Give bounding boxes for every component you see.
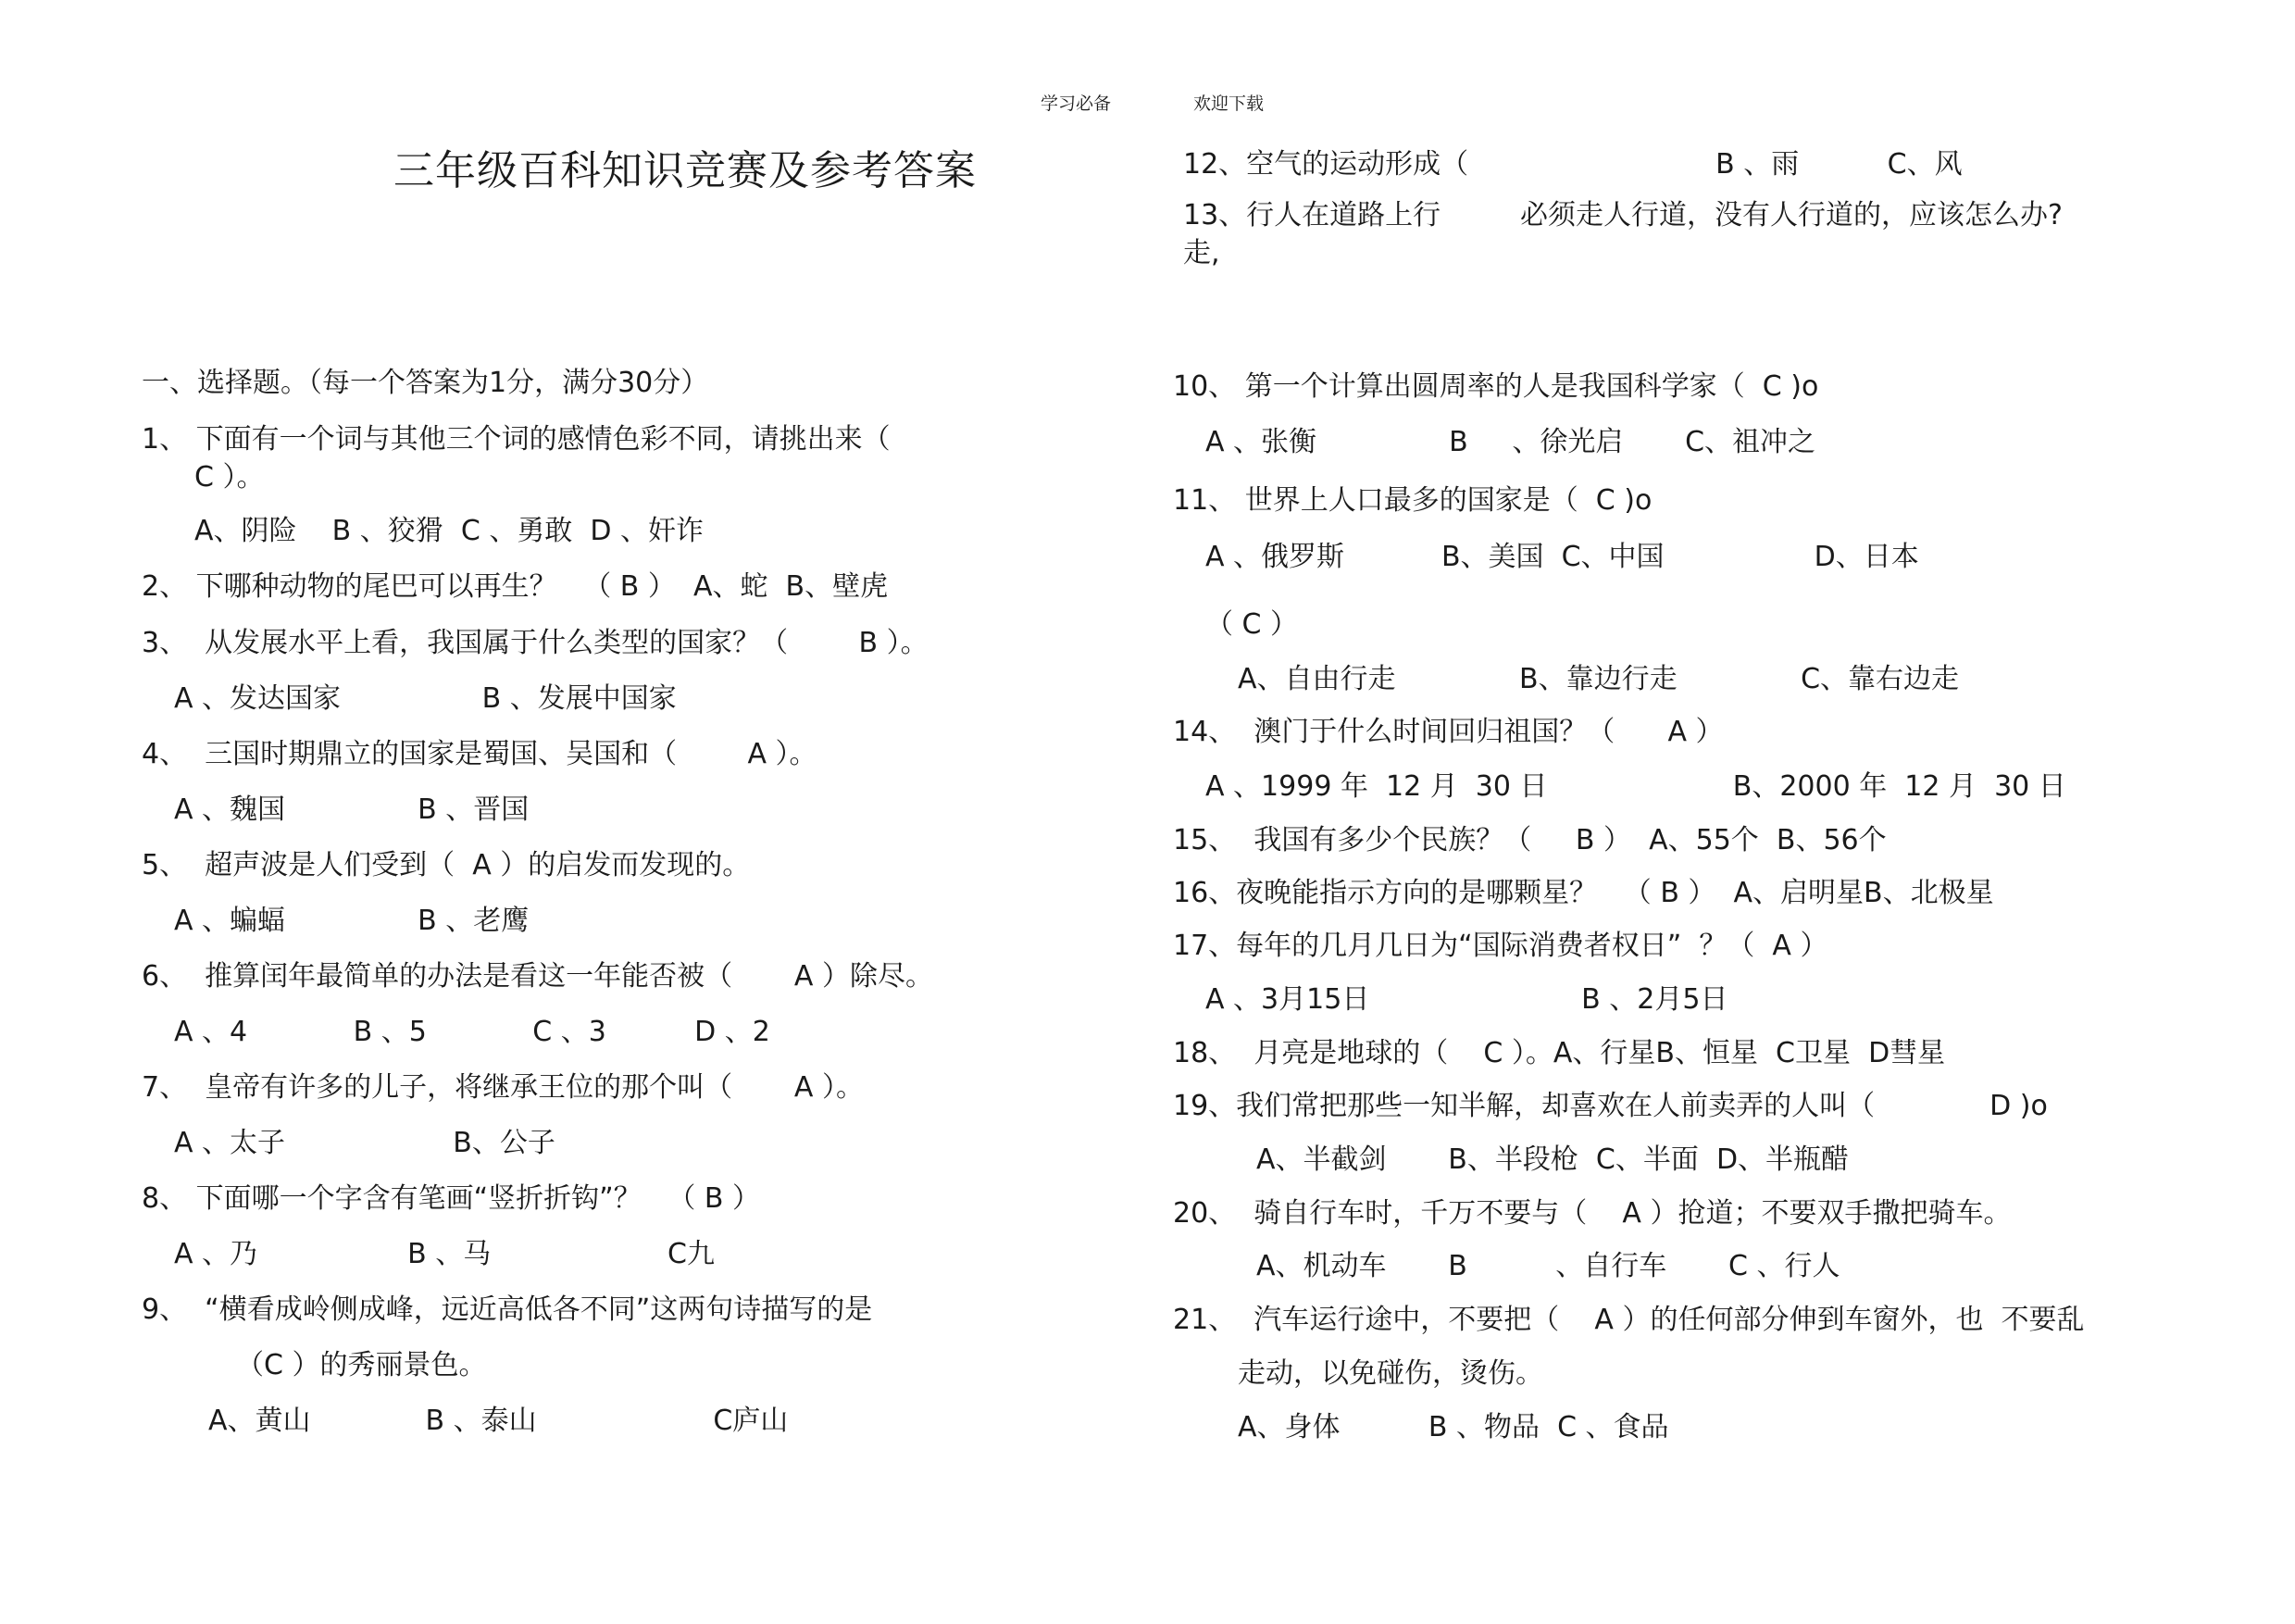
question-12: 12、空气的运动形成（ B 、雨 C、风 [1183,148,1963,181]
question-4: 4、 三国时期鼎立的国家是蜀国、吴国和（ A ）。 [142,738,817,770]
question-1-options: A、阴险 B 、狡猾 C 、勇敢 D 、奸诈 [194,515,705,547]
question-3-options: A 、发达国家 B 、发展中国家 [174,682,677,715]
question-21-continued: 走动，以免碰伤，烫伤。 [1238,1357,1543,1390]
header-right-text: 欢迎下载 [1193,94,1265,114]
question-8-options: A 、乃 B 、马 C九 [174,1238,715,1270]
question-10: 10、 第一个计算出圆周率的人是我国科学家（ C )o [1173,370,1819,403]
question-20-options: A、机动车 B 、自行车 C 、行人 [1256,1250,1840,1282]
question-17-options: A 、3月15日 B 、2月5日 [1205,983,1728,1016]
question-15: 15、 我国有多少个民族？（ B ） A、55个 B、56个 [1173,824,1887,856]
question-20: 20、 骑自行车时，千万不要与（ A ）抢道；不要双手撒把骑车。 [1173,1197,2012,1230]
question-19: 19、我们常把那些一知半解，却喜欢在人前卖弄的人叫（ D )o [1173,1090,2048,1122]
question-13-options: A、自由行走 B、靠边行走 C、靠右边走 [1238,663,1960,695]
question-18: 18、 月亮是地球的（ C ）。A、行星B、恒星 C卫星 D彗星 [1173,1037,1946,1069]
page-title: 三年级百科知识竞赛及参考答案 [393,147,977,194]
question-3: 3、 从发展水平上看，我国属于什么类型的国家？（ B ）。 [142,627,929,659]
question-5-options: A 、蝙蝠 B 、老鹰 [174,905,530,937]
question-17: 17、每年的几月几日为“国际消费者权日” ？（ A ） [1173,930,1828,962]
section-heading: 一、选择题。（每一个答案为1分，满分30分） [142,367,709,399]
question-11-options: A 、俄罗斯 B、美国 C、中国 D、日本 [1205,541,1919,573]
question-13: 13、行人在道路上行 必须走人行道，没有人行道的，应该怎么办? [1183,199,2063,231]
question-19-options: A、半截剑 B、半段枪 C、半面 D、半瓶醋 [1256,1143,1850,1176]
question-21-options: A、身体 B 、物品 C 、食品 [1238,1411,1669,1443]
question-4-options: A 、魏国 B 、晋国 [174,793,530,826]
question-6: 6、 推算闰年最简单的办法是看这一年能否被（ A ）除尽。 [142,960,933,993]
question-14: 14、 澳门于什么时间回归祖国？（ A ） [1173,716,1724,748]
question-8: 8、 下面哪一个字含有笔画“竖折折钩”？ （ B ） [142,1182,760,1215]
question-5: 5、 超声波是人们受到（ A ）的启发而发现的。 [142,849,751,881]
question-1-answer: C ）。 [194,461,265,493]
question-13-continued: 走, [1183,237,1220,269]
header-left-text: 学习必备 [1041,94,1112,114]
question-9-continued: （C ）的秀丽景色。 [236,1349,487,1381]
question-7: 7、 皇帝有许多的儿子，将继承王位的那个叫（ A ）。 [142,1071,864,1104]
question-1: 1、 下面有一个词与其他三个词的感情色彩不同，请挑出来（ [142,423,891,456]
question-2: 2、 下哪种动物的尾巴可以再生？ （ B ） A、蛇 B、壁虎 [142,570,889,603]
question-21: 21、 汽车运行途中，不要把（ A ）的任何部分伸到车窗外，也 不要乱 [1173,1304,2085,1336]
question-10-options: A 、张衡 B 、徐光启 C、祖冲之 [1205,426,1816,458]
question-14-options: A 、1999 年 12 月 30 日 B、2000 年 12 月 30 日 [1205,770,2066,803]
question-13-answer: （ C ） [1205,608,1299,641]
question-9-options: A、黄山 B 、泰山 C庐山 [208,1405,789,1437]
question-16: 16、夜晚能指示方向的是哪颗星？ （ B ） A、启明星B、北极星 [1173,877,1994,909]
question-7-options: A 、太子 B、公子 [174,1127,555,1159]
question-9: 9、 “横看成岭侧成峰，远近高低各不同”这两句诗描写的是 [142,1293,873,1326]
question-11: 11、 世界上人口最多的国家是（ C )o [1173,484,1653,517]
question-6-options: A 、4 B 、5 C 、3 D 、2 [174,1016,770,1048]
